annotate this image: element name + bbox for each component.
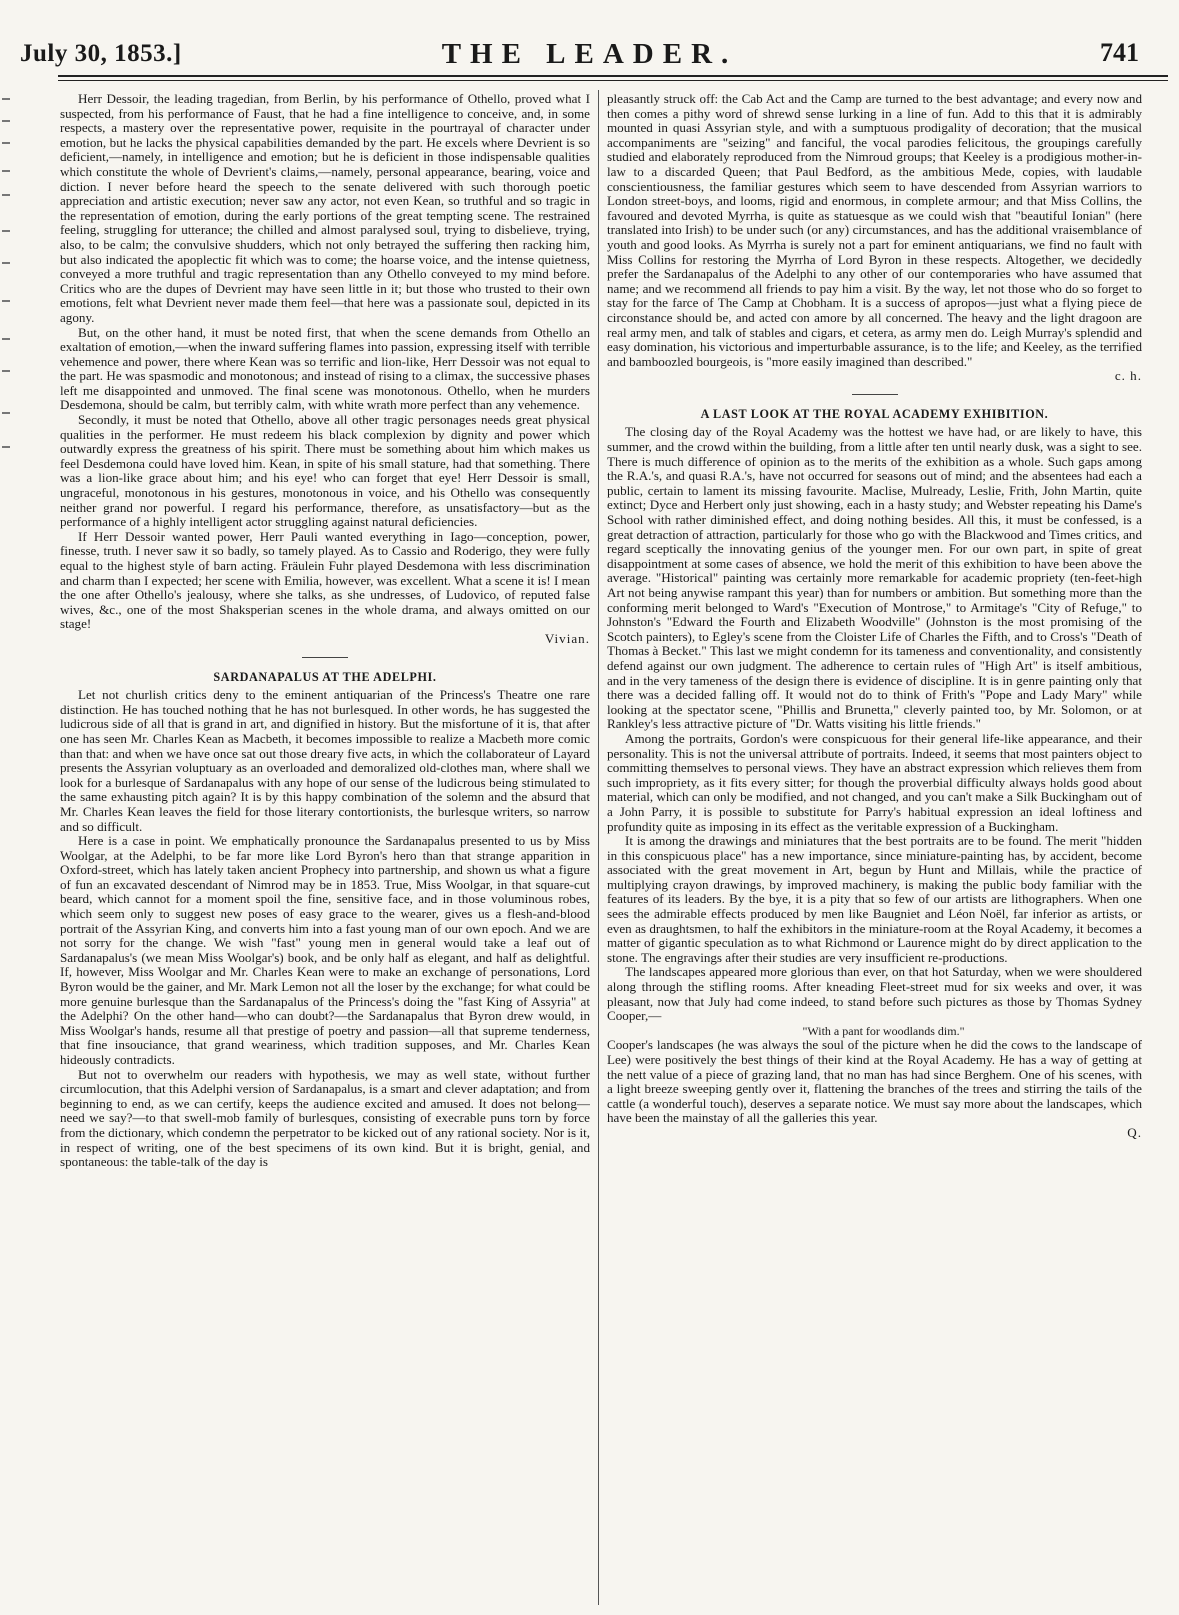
article-paragraph: It is among the drawings and miniatures that the best portraits are to be found. The merit "hidden in this conspicuous place" has a new importance, since miniature-painting has, by accident, become associated with the great movement in Art, begun by Hunt and Millais, while the practice of multiplying crayon drawings, by improved machinery, is making the public body familiar with the features of its leaders. By the bye, it is a pity that so few of our artists are lithographers. When one sees the admirable effects produced by men like Baugniet and Léon Noël, far inferior as artists, or even as draughtsmen, to half the exhibitors in the miniature-room at the Royal Academy, it becomes a matter of gigantic speculation as to what Richmond or Laurence might do by direct application to the stone. The engravings after their studies are very insufficient re-productions. — [607, 833, 1142, 965]
left-column — [60, 92, 590, 1607]
author-signature: c. h. — [1114, 368, 1142, 384]
article-paragraph: Secondly, it must be noted that Othello, above all other tragic personages needs great physical qualities in the performer. He must redeem his black complexion by dignity and power which outwardly express the greatness of his spirit. There must be something about him which makes us feel Desdemona could have loved him. Kean, in spite of his small stature, had that something. There was a lion-like grace about him; and his eye! who can forget that eye! Herr Dessoir is small, ungraceful, monotonous in his gestures, monotonous in voice, and his Othello was consequently neither grand nor powerful. I regard his performance, therefore, as unsatisfactory—but as the performance of a highly intelligent actor struggling against natural deficiencies. — [60, 412, 590, 530]
author-signature: Vivian. — [544, 630, 590, 646]
page-number: 741 — [1100, 38, 1139, 67]
author-signature: Q. — [1127, 1124, 1142, 1140]
section-divider — [302, 657, 348, 658]
newspaper-title: THE LEADER. — [441, 38, 738, 70]
issue-date: July 30, 1853.] — [20, 40, 182, 67]
verse-quotation: "With a pant for woodlands dim." — [802, 1023, 965, 1038]
masthead — [0, 0, 1179, 82]
article-heading: A LAST LOOK AT THE ROYAL ACADEMY EXHIBITION. — [700, 406, 1049, 421]
article-paragraph: But, on the other hand, it must be noted first, that when the scene demands from Othello an exaltation of emotion,—when the inward suffering flames into passion, expressing itself with terrible vehemence and power, there where Kean was so terrific and lion-like, Herr Dessoir was not equal to the part. He was spasmodic and monotonous; and instead of rising to a climax, the successive phases left me disappointed and unmoved. The final scene was monotonous. Othello, when he murders Desdemona, should be calm, but terribly calm, with white wrath more perfect than any vehemence. — [60, 324, 590, 413]
article-paragraph: Let not churlish critics deny to the eminent antiquarian of the Princess's Theatre one rare distinction. He has touched nothing that he has not burlesqued. In other words, he has suggested the ludicrous side of all that is grand in art, and dignified in history. But the misfortune of it is, that after one has seen Mr. Charles Kean as Macbeth, it becomes impossible to realize a Macbeth more comic than that: and when we have once sat out those dreary five acts, in which the collaborateur of Layard presents the Assyrian voluptuary as an overloaded and demoralized old-clothes man, where shall we look for a burlesque of Sardanapalus with any hope of our sense of the ludicrous being stimulated to the same exhausting pitch again? It is by this happy combination of the solemn and the absurd that Mr. Charles Kean leaves the field for those literary contortionists, the burlesque writers, so narrow and so difficult. — [60, 687, 590, 834]
article-paragraph: pleasantly struck off: the Cab Act and the Camp are turned to the best advantage; and every now and then comes a pithy word of shrewd sense lurking in a line of fun. Add to this that it is admirably mounted in quasi Assyrian style, and with a sumptuous prodigality of decoration; that the musical accompaniments are "seizing" and fanciful, the vocal parodies felicitous, the groupings carefully studied and elaborately reproduced from the Nimroud groups; that Keeley is a prodigious mother-in-law to a discarded Queen; that Paul Bedford, as the ambitious Mede, copies, with laudable conscientiousness, the familiar gestures which seem to have descended from Assyrian warriors to London street-boys, and looms, rigid and enormous, in complete armour; and that Miss Collins, the favoured and devoted Myrrha, is quite as statuesque as we could wish that "beautiful Ionian" (here translated into Irish) to be under such (or any) circumstances, and has the additional vraisemblance of youth and good looks. As Myrrha is surely not a part for eminent antiquarians, we find no fault with Miss Collins for restoring the Myrrha of Lord Byron in these respects. Altogether, we decidedly prefer the Sardanapalus of the Adelphi to any other of our contemporaries who have assumed that name; and we recommend all friends to pay him a visit. By the way, let not those who do so forget to stay for the farce of The Camp at Chobham. It is a success of apropos—just what a flying piece de circonstance should be, and acted con amore by all concerned. The heavy and the light dragoon are real army men, and talk of stables and cigars, et cetera, as army men do. Leigh Murray's splendid and easy domination, his victorious and imperturbable assurance, is to the life; and Keeley, as the terrified and bamboozled bourgeois, is "more easily imagined than described." — [607, 92, 1142, 369]
article-paragraph: But not to overwhelm our readers with hypothesis, we may as well state, without further circumlocution, that this Adelphi version of Sardanapalus, is a smart and clever adaptation; and from beginning to end, as we can certify, keeps the audience excited and amused. It does not belong—need we say?—to that swell-mob family of burlesques, consisting of execrable puns torn by force from the dictionary, which condemn the perpetrator to be kicked out of any rational society. Nor is it, in respect of writing, one of the best specimens of its own kind. But it is bright, genial, and spontaneous: the table-talk of the day is — [60, 1066, 590, 1170]
article-paragraph: Cooper's landscapes (he was always the soul of the picture when he did the cows to the landscape of Lee) were positively the best things of their kind at the Royal Academy. He has a way of getting at the nett value of a piece of grazing land, that no man has had since Berghem. One of his scenes, with a light breeze sweeping gently over it, flattening the branches of the trees and stirring the tails of the cattle (a wonderful touch), deserves a separate notice. We must say more about the landscapes, which have been the mainstay of all the galleries this year. — [607, 1037, 1142, 1126]
article-paragraph: If Herr Dessoir wanted power, Herr Pauli wanted everything in Iago—conception, power, finesse, truth. I never saw it so badly, so tamely played. As to Cassio and Roderigo, they were fully equal to the highest style of barn acting. Fräulein Fuhr played Desdemona with less discrimination and charm than I expected; her scene with Emilia, however, was excellent. What a scene it is! I mean the one after Othello's jealousy, where she talks, as she undresses, of Ludovico, of reputed false wives, &c., one of the most Shaksperian scenes in the whole drama, and always omitted on our stage! — [60, 528, 590, 632]
article-paragraph: The landscapes appeared more glorious than ever, on that hot Saturday, when we were shouldered along through the stifling rooms. After kneading Fleet-street mud for six weeks and over, it was pleasant, now that July had come indeed, to stand before such pictures as those by Thomas Sydney Cooper,— — [607, 964, 1142, 1024]
column-separator — [598, 90, 599, 1605]
article-paragraph: The closing day of the Royal Academy was the hottest we have had, or are likely to have, this summer, and the crowd within the building, from a little after ten until nearly dusk, was a sight to see. There is much difference of opinion as to the merits of the exhibition as a whole. Such gaps among the R.A.'s, and quasi R.A.'s, have not occurred for seasons out of mind; and the absentees had each a public, certain to lament its missing favourite. Maclise, Mulready, Leslie, Frith, John Martin, quite extinct; Dyce and Herbert only just showing, each in a hasty study; and Webster repeating his Dame's School with rather diminished effect, and doing nothing besides. All this, it must be confessed, is a great detraction of attraction, particularly for those who go with the Blackwood and Times critics, and regard sceptically the innovating genius of the younger men. For our own part, in spite of great disappointment at some cases of absence, we hold the merit of this exhibition to have been above the average. "Historical" painting was certainly more remarkable for academic propriety (ten-feet-high Art not being anywise rampant this year) than for numbers or ambition. But something more than the conforming merit belonged to Ward's "Execution of Montrose," to Armitage's "City of Refuge," to Johnston's "Edward the Fourth and Elizabeth Woodville" (Johnston is the most promising of the Scotch painters), to Egley's scene from the Cloister Life of Charles the Fifth, and to Cross's "Death of Thomas à Becket." This last we might condemn for its tameness and conventionality, and consistently defend against our own judgment. The adherence to certain rules of "High Art" is itself ambitious, and in the very tameness of the design there is evidence of discipline. It is in genre painting only that there was a decided falling off. It would not do to think of Frith's "Pope and Lady Mary" while looking at the spectator scene, "Phillis and Brunetta," cleverly painted too, by Mr. Solomon, or at Rankley's less attractive picture of "Dr. Watts visiting his little friends." — [607, 424, 1142, 732]
left-margin-fragments — [0, 90, 14, 510]
section-divider — [852, 394, 898, 395]
article-heading: SARDANAPALUS AT THE ADELPHI. — [213, 669, 437, 684]
masthead-rule — [58, 75, 1168, 81]
article-paragraph: Here is a case in point. We emphatically pronounce the Sardanapalus presented to us by Miss Woolgar, at the Adelphi, to be far more like Lord Byron's hero than that strange apparition in Oxford-street, which has lately taken ancient Prophecy into partnership, and shown us what a figure of fun an excavated descendant of Nimrod may be in 1853. True, Miss Woolgar, in that square-cut beard, which cannot for a moment spoil the fine, sensitive face, and in those voluminous robes, which seem only to suggest new poses of easy grace to the wearer, gives us a flesh-and-blood portrait of the Assyrian King, and converts him into a fast young man of our own epoch. And we are not sorry for the change. We wish "fast" young men in general would take a leaf out of Sardanapalus's (we mean Miss Woolgar's) book, and be only half as elegant, and half as delightful. If, however, Miss Woolgar and Mr. Charles Kean were to make an exchange of personations, Lord Byron would be the gainer, and Mr. Mark Lemon not all the loser by the exchange; for what could be more genuine burlesque than the Sardanapalus of the Princess's doing the "fast King of Assyria" at the Adelphi? On the other hand—who can doubt?—the Sardanapalus that Byron drew would, in Miss Woolgar's hands, resume all that prestige of poetry and passion—all that supreme tenderness, that fine insouciance, that grand weariness, which tradition supposes, and Mr. Charles Kean hideously contradicts. — [60, 833, 590, 1067]
article-paragraph: Among the portraits, Gordon's were conspicuous for their general life-like appearance, and their personality. This is not the universal attribute of portraits. Indeed, it seems that most painters object to committing themselves to personal views. They have an abstract expression which relieves them from such impropriety, as it fits every sitter; for though the proverbial difficulty always holds good about material, which can only be modified, and not changed, and you can't make a Silk Buckingham out of a John Parry, it is possible to substitute for Parry's habitual expression an ideal loftiness and profundity quite as imposing in its effect as the veritable expression of a Buckingham. — [607, 730, 1142, 834]
article-paragraph: Herr Dessoir, the leading tragedian, from Berlin, by his performance of Othello, proved what I suspected, from his performance of Faust, that he had a fine intelligence to conceive, and, in some respects, a mastery over the representative power, requisite in the pourtrayal of character under emotion, but he lacks the physical capabilities demanded by the part. He excels where Devrient is so deficient,—namely, in intelligence and emotion; but he is deficient in those indispensable qualities which constitute the whole of Devrient's claims,—namely, personal appearance, bearing, voice and diction. I never before heard the speech to the senate delivered with such thorough poetic appreciation and artistic execution; never saw any actor, not even Kean, so truthful and so tragic in the representation of emotion, during the early portions of the great tempting scene. The restrained feeling, struggling for utterance; the chilled and almost paralysed soul, trying to disbelieve, trying, also, to be calm; the convulsive shudders, which not only betrayed the suffering then racking him, but also indicated the apoplectic fit which was to come; the hoarse voice, and the intense quietness, conveyed a more truthful and tragic representation than any Othello conveyed to my mind before. Critics who are the dupes of Devrient may have seen little in it; but those who trusted to their own emotions, felt what Devrient never made them feel—that here was a passionate soul, depicted in its agony. — [60, 92, 590, 325]
right-column — [607, 92, 1142, 1607]
